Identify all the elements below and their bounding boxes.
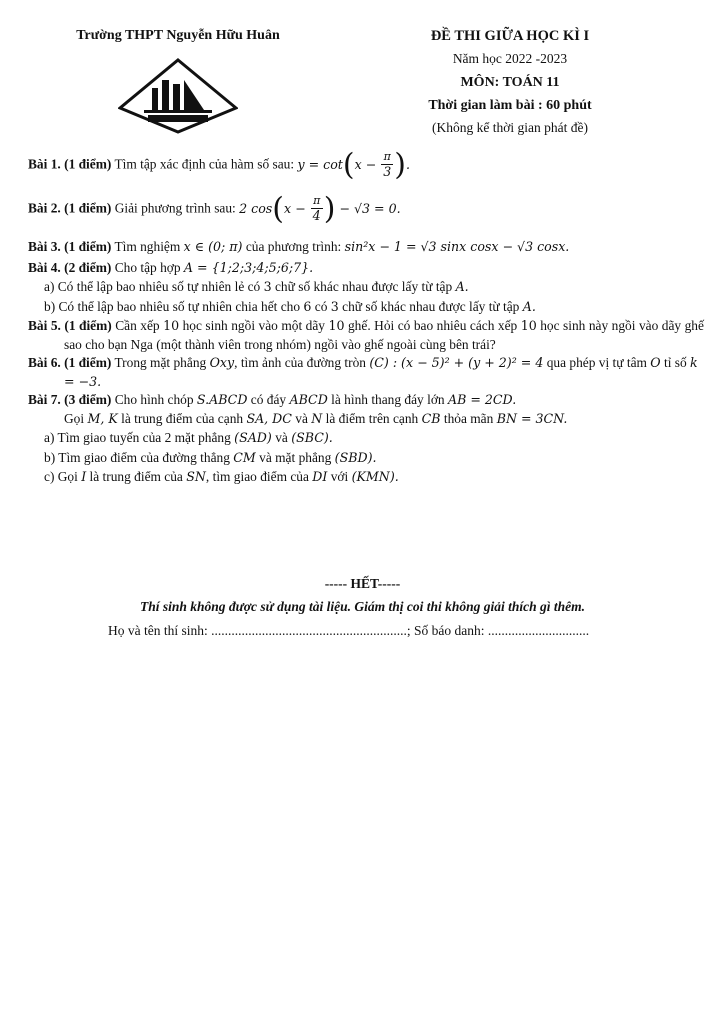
problem-6: Bài 6. (1 điểm) Trong mặt phẳng Oxy, tìm ảnh của đường tròn (C) : (x − 5)² + (y + 2)² = 4 qua phép vị tự tâm O tỉ số k = −3. bbox=[28, 355, 698, 389]
exam-subject: MÔN: TOÁN 11 bbox=[460, 74, 560, 90]
problem-2-formula: 2 cos(x − $\frac{\pi}{4}$ ) − √3 = 0. bbox=[239, 191, 401, 226]
problem-5-label: Bài 5. (1 điểm) bbox=[28, 318, 112, 333]
problem-4b: b) Có thể lập bao nhiêu số tự nhiên chia hết cho 6 có 3 chữ số khác nhau được lấy từ tập A. bbox=[44, 298, 536, 314]
problem-2 bbox=[28, 191, 704, 226]
problem-4a: a) Có thể lập bao nhiêu số tự nhiên lẻ có 3 chữ số khác nhau được lấy từ tập A. bbox=[44, 279, 469, 294]
problem-7c: c) Gọi I là trung điểm của SN, tìm giao điểm của DI với (KMN). bbox=[44, 469, 399, 484]
problem-4-label: Bài 4. (2 điểm) bbox=[28, 259, 112, 275]
problem-3-formula: sin²x − 1 = √3 sinx cosx − √3 cosx. bbox=[344, 239, 570, 254]
problem-7: Bài 7. (3 điểm) Cho hình chóp S.ABCD có đáy ABCD là hình thang đáy lớn AB = 2CD. bbox=[28, 392, 517, 407]
problem-5: Bài 5. (1 điểm) Cần xếp 10 học sinh ngồi vào một dãy 10 ghế. Hỏi có bao nhiêu cách xếp 10 học sinh này ngồi vào dãy ghế sao cho bạn Nga (một thành viên trong nhóm) ngồi vào ghế ngoài cùng bên trái? bbox=[28, 318, 704, 352]
problem-2-text: Giải phương trình sau: bbox=[114, 200, 236, 216]
student-name-dots: .......................................................... bbox=[211, 623, 407, 638]
problem-6-label: Bài 6. (1 điểm) bbox=[28, 355, 112, 370]
student-info bbox=[108, 622, 589, 641]
exam-time: Thời gian làm bài : 60 phút bbox=[428, 97, 592, 113]
problem-7-label: Bài 7. (3 điểm) bbox=[28, 392, 112, 407]
end-marker: ----- HẾT----- bbox=[324, 576, 401, 591]
student-id-label: ; Số báo danh: bbox=[406, 623, 485, 638]
problem-4: Bài 4. (2 điểm) Cho tập hợp A = {1;2;3;4;5;6;7}. bbox=[28, 259, 314, 275]
school-year: Năm học 2022 -2023 bbox=[452, 51, 568, 66]
student-name-label: Họ và tên thí sinh: bbox=[108, 623, 208, 638]
school-logo-icon bbox=[118, 58, 238, 134]
exam-time-note: (Không kể thời gian phát đề) bbox=[432, 120, 588, 136]
problem-7a: a) Tìm giao tuyến của 2 mặt phẳng (SAD) và (SBC). bbox=[44, 430, 333, 445]
exam-problems bbox=[28, 147, 704, 488]
problem-1-formula: y = cot(x − $\frac{\pi}{3}$ ). bbox=[297, 147, 410, 182]
problem-3: Bài 3. (1 điểm) Tìm nghiệm x ∈ (0; π) của phương trình: sin²x − 1 = √3 sinx cosx − √3 cosx. bbox=[28, 239, 570, 254]
problem-3-label: Bài 3. (1 điểm) bbox=[28, 239, 112, 254]
problem-1-text: Tìm tập xác định của hàm số sau: bbox=[114, 156, 295, 172]
problem-1 bbox=[28, 147, 704, 182]
exam-header bbox=[400, 26, 620, 142]
exam-note: Thí sinh không được sử dụng tài liệu. Giám thị coi thi không giải thích gì thêm. bbox=[139, 599, 586, 614]
problem-7b: b) Tìm giao điểm của đường thẳng CM và mặt phẳng (SBD). bbox=[44, 449, 377, 465]
problem-1-label: Bài 1. (1 điểm) bbox=[28, 156, 112, 172]
problem-2-label: Bài 2. (1 điểm) bbox=[28, 200, 112, 216]
student-id-dots: .............................. bbox=[487, 623, 590, 638]
school-name: Trường THPT Nguyễn Hữu Huân bbox=[76, 28, 280, 43]
problem-7-line2: Gọi M, K là trung điểm của cạnh SA, DC và N là điểm trên cạnh CB thỏa mãn BN = 3CN. bbox=[64, 410, 568, 426]
exam-title: ĐỀ THI GIỮA HỌC KÌ I bbox=[430, 28, 590, 44]
